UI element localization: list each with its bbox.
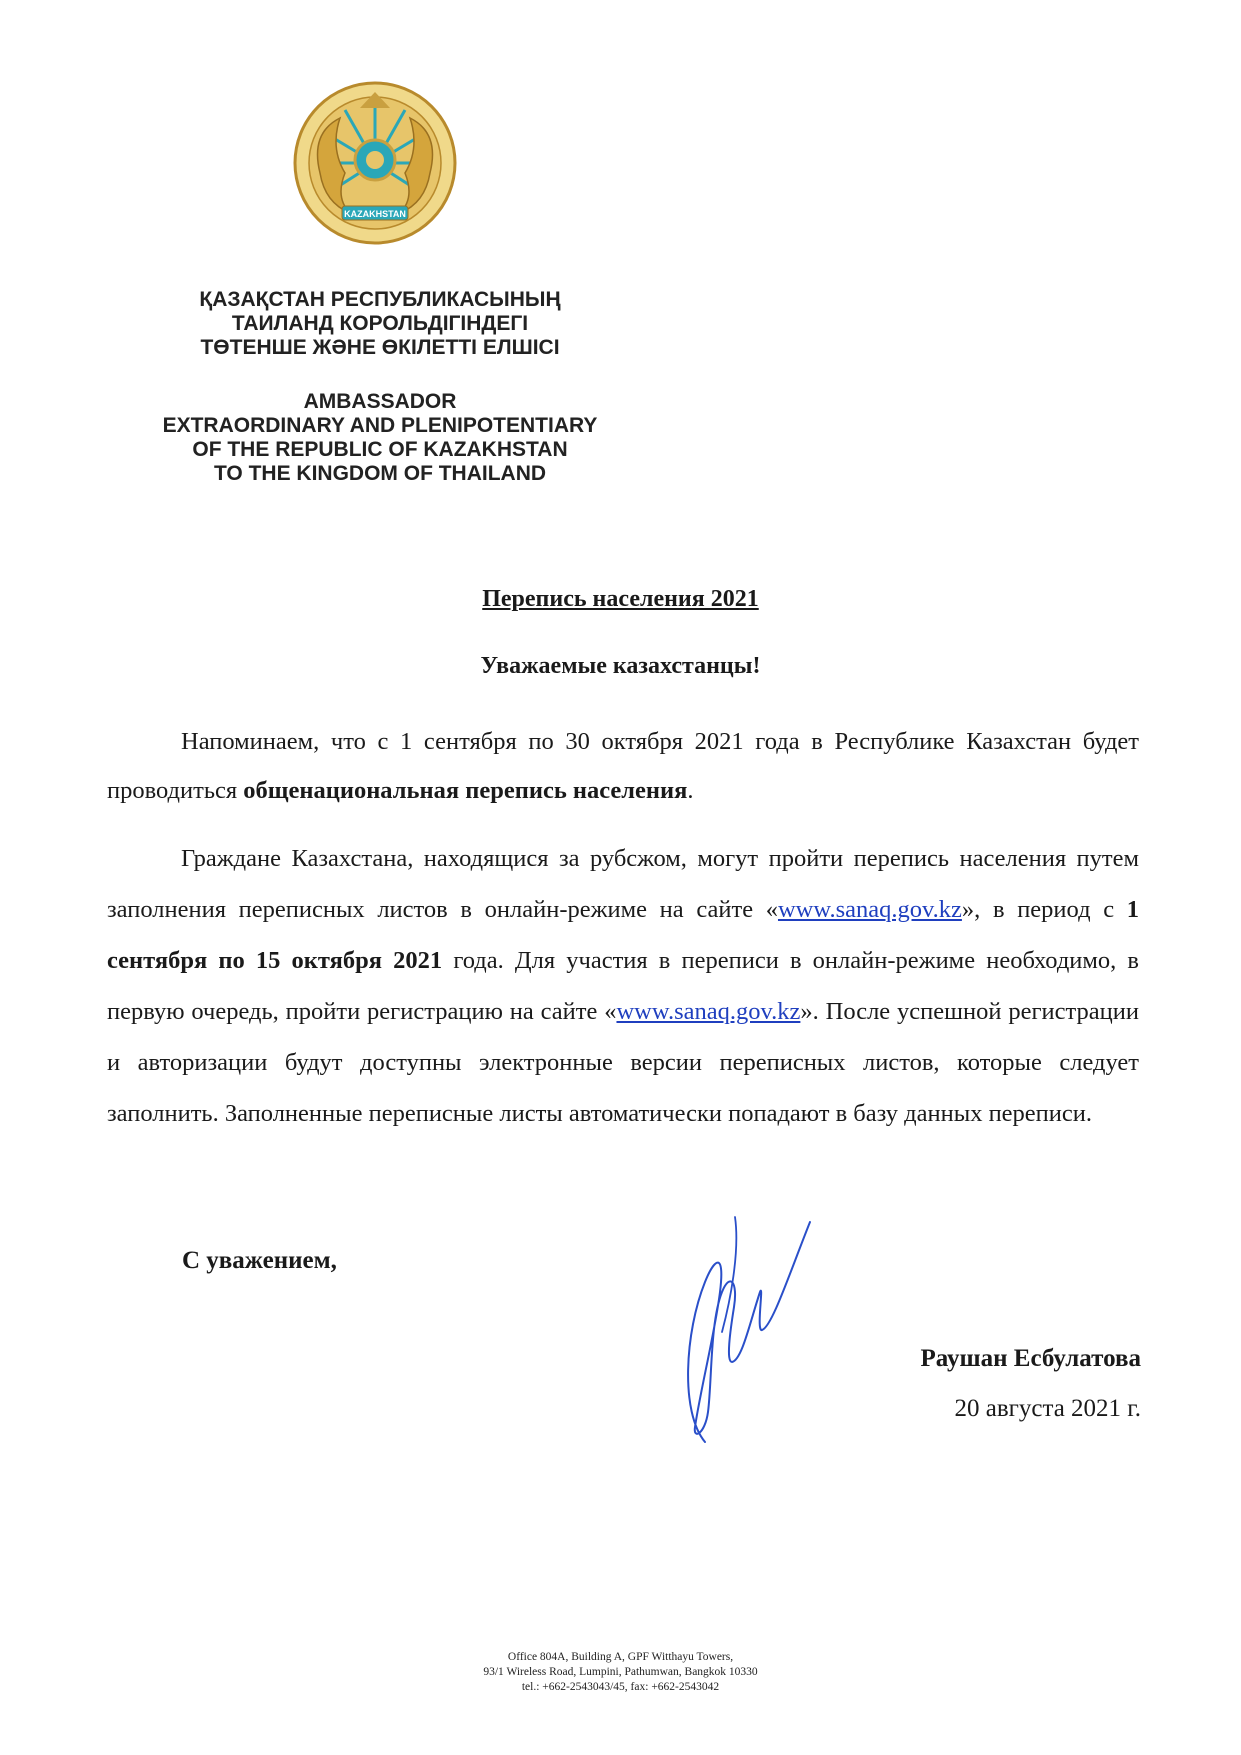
paragraph-2-bold-dates: 1 сентября по 15 октября 2021: [107, 896, 1139, 974]
paragraph-2-text: Граждане Казахстана, находящися за рубсжом, могут пройти перепись населения путем заполнения переписных листов в онлайн-режиме на сайте «: [107, 845, 1139, 923]
handwritten-signature: [660, 1212, 820, 1452]
footer-line: 93/1 Wireless Road, Lumpini, Pathumwan, Bangkok 10330: [483, 1666, 758, 1678]
kazakhstan-emblem-icon: [290, 78, 460, 248]
closing-phrase: С уважением,: [182, 1247, 337, 1274]
letter-body: [107, 717, 1139, 1157]
header-english: [130, 390, 630, 486]
header-kz-line: ҚАЗАҚСТАН РЕСПУБЛИКАСЫНЫҢ: [199, 288, 561, 311]
footer-line: Office 804A, Building A, GPF Witthayu Towers,: [507, 1651, 734, 1663]
header-kz-line: ТӨТЕНШЕ ЖӘНЕ ӨКІЛЕТТІ ЕЛШІСІ: [200, 336, 560, 359]
footer-line: tel.: +662-2543043/45, fax: +662-2543042: [521, 1681, 720, 1693]
paragraph-1-bold: общенациональная перепись населения: [243, 777, 688, 804]
letter-date: 20 августа 2021 г.: [954, 1395, 1141, 1422]
paragraph-1-end: .: [687, 777, 694, 804]
paragraph-2-text: », в период с: [961, 896, 1127, 923]
paragraph-1-text: Напоминаем, что с 1 сентября по 30 октября 2021 года в Республике Казахстан будет проводиться: [107, 728, 1139, 804]
website-link[interactable]: www.sanaq.gov.kz: [777, 896, 962, 923]
document-title: Перепись населения 2021: [482, 586, 759, 612]
paragraph-2-text: года. Для участия в переписи в онлайн-режиме необходимо, в первую очередь, пройти регистрацию на сайте «: [107, 947, 1140, 1025]
signatory-name: Раушан Есбулатова: [920, 1345, 1141, 1372]
header-kazakh: [130, 288, 630, 360]
header-en-line: AMBASSADOR: [303, 390, 457, 413]
header-en-line: EXTRAORDINARY AND PLENIPOTENTIARY: [162, 414, 598, 437]
header-kz-line: ТАИЛАНД КОРОЛЬДІГІНДЕГІ: [231, 312, 529, 335]
website-link[interactable]: www.sanaq.gov.kz: [616, 998, 801, 1025]
paragraph-1: [107, 717, 1139, 815]
greeting: Уважаемые казахстанцы!: [480, 653, 761, 679]
paragraph-2: [107, 833, 1139, 1139]
footer-address: [0, 1650, 1241, 1695]
emblem-label: KAZAKHSTAN: [344, 209, 406, 219]
paragraph-2-text: ». После успешной регистрации и авторизации будут доступны электронные версии переписных листов, которые следует заполнить. Заполненные переписные листы автоматически попадают в базу данных переписи.: [107, 998, 1139, 1127]
header-en-line: OF THE REPUBLIC OF KAZAKHSTAN: [192, 438, 568, 461]
header-en-line: TO THE KINGDOM OF THAILAND: [213, 462, 547, 485]
